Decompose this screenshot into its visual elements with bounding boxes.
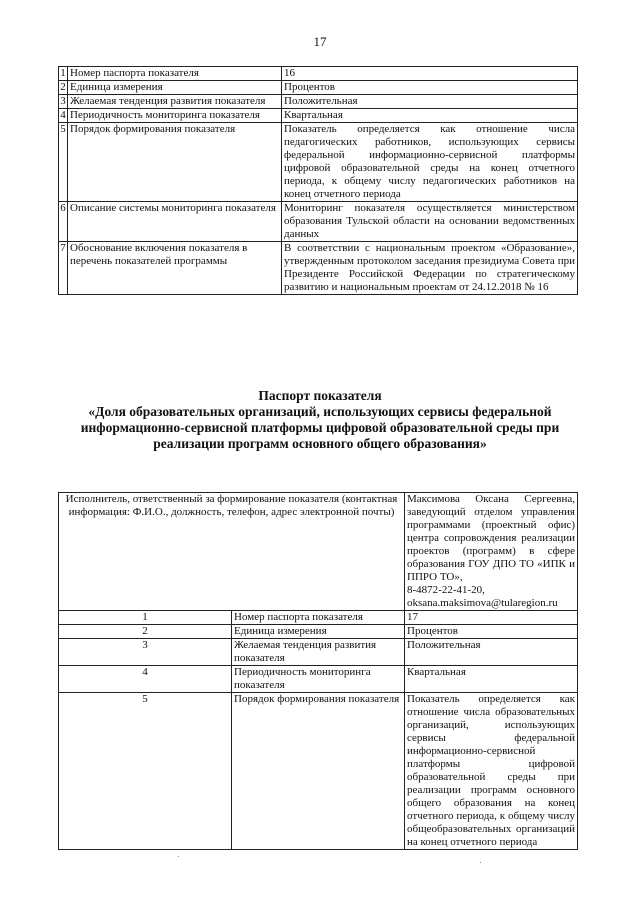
row-value: Квартальная bbox=[405, 666, 578, 693]
executor-value: Максимова Оксана Сергеевна, заведующий отделом управления программами (проектный офис) центра сопровождения реализации проектов (программ) в сфере образования ГОУ ДПО ТО «ИПК и ППРО ТО», bbox=[407, 493, 575, 583]
row-number: 3 bbox=[60, 95, 66, 107]
table-row bbox=[59, 123, 578, 202]
row-label: Желаемая тенденция развития показателя bbox=[232, 639, 405, 666]
table-row bbox=[59, 666, 578, 693]
row-number: 2 bbox=[59, 625, 232, 639]
passport-heading: Паспорт показателя bbox=[258, 388, 382, 403]
executor-email: oksana.maksimova@tularegion.ru bbox=[407, 597, 558, 609]
row-value: Показатель определяется как отношение числа педагогических работников, использующих сервисы федеральной информационно-сервисной платформы цифровой образовательной среды на конец отчетного периода, к общему числу педагогических работников на конец отчетного периода bbox=[282, 123, 578, 202]
table-row bbox=[59, 242, 578, 295]
row-label: Номер паспорта показателя bbox=[232, 611, 405, 625]
row-value: Мониторинг показателя осуществляется министерством образования Тульской области на основании ведомственных данных bbox=[282, 202, 578, 242]
row-number: 7 bbox=[59, 242, 68, 295]
table-1-body bbox=[59, 67, 578, 295]
table-row bbox=[59, 81, 578, 95]
indicator-passport-table-16 bbox=[58, 66, 578, 295]
row-number: 1 bbox=[59, 611, 232, 625]
row-label: Описание системы мониторинга показателя bbox=[68, 202, 282, 242]
row-label: Единица измерения bbox=[68, 81, 282, 95]
row-value: В соответствии с национальным проектом «Образование», утвержденным протоколом заседания президиума Совета при Президенте Российской Федерации по стратегическому развитию и национальным проектам от 24.12.2018 № 16 bbox=[282, 242, 578, 295]
section-title bbox=[70, 388, 570, 452]
row-value: Процентов bbox=[282, 81, 578, 95]
row-label: Желаемая тенденция развития показателя bbox=[68, 95, 282, 109]
executor-row bbox=[59, 493, 578, 611]
row-label: Периодичность мониторинга показателя bbox=[232, 666, 405, 693]
row-number: 6 bbox=[59, 202, 68, 242]
row-number: 5 bbox=[59, 693, 232, 850]
executor-label-cell bbox=[59, 493, 405, 611]
table-row bbox=[59, 639, 578, 666]
passport-subtitle: «Доля образовательных организаций, использующих сервисы федеральной информационно-сервисной платформы цифровой образовательной среды при реализации программ основного общего образования» bbox=[80, 404, 560, 451]
executor-label: Исполнитель, ответственный за формирование показателя (контактная информация: Ф.И.О., должность, телефон, адрес электронной почты) bbox=[65, 493, 398, 518]
row-label: Единица измерения bbox=[232, 625, 405, 639]
row-label: Порядок формирования показателя bbox=[232, 693, 405, 850]
table-row bbox=[59, 611, 578, 625]
table-row bbox=[59, 95, 578, 109]
row-value: Положительная bbox=[405, 639, 578, 666]
row-number: 4 bbox=[60, 109, 66, 121]
row-label: Номер паспорта показателя bbox=[68, 67, 282, 81]
table-row bbox=[59, 693, 578, 850]
row-number: 2 bbox=[60, 81, 66, 93]
table-row bbox=[59, 202, 578, 242]
row-label: Порядок формирования показателя bbox=[68, 123, 282, 202]
page-number: 17 bbox=[313, 34, 327, 49]
row-number: 1 bbox=[60, 67, 66, 79]
row-number: 4 bbox=[59, 666, 232, 693]
row-value: Положительная bbox=[282, 95, 578, 109]
table-row bbox=[59, 625, 578, 639]
executor-phone: 8-4872-22-41-20, bbox=[407, 584, 485, 596]
indicator-passport-table-17 bbox=[58, 492, 578, 850]
row-number: 5 bbox=[59, 123, 68, 202]
row-label: Обоснование включения показателя в перечень показателей программы bbox=[68, 242, 282, 295]
row-value: Показатель определяется как отношение числа образовательных организаций, использующих сервисы федеральной информационно-сервисной платформы цифровой образовательной среды при реализации программ основного общего образования на конец отчетного периода, к общему числу общеобразовательных организаций на конец отчетного периода bbox=[405, 693, 578, 850]
row-number: 3 bbox=[59, 639, 232, 666]
scan-speck bbox=[178, 856, 179, 857]
row-value: Квартальная bbox=[282, 109, 578, 123]
row-value: Процентов bbox=[405, 625, 578, 639]
scan-speck bbox=[480, 862, 481, 863]
executor-value-cell bbox=[405, 493, 578, 611]
table-row bbox=[59, 67, 578, 81]
row-label: Периодичность мониторинга показателя bbox=[68, 109, 282, 123]
row-value: 17 bbox=[405, 611, 578, 625]
row-value: 16 bbox=[282, 67, 578, 81]
table-2-body bbox=[59, 493, 578, 850]
table-row bbox=[59, 109, 578, 123]
